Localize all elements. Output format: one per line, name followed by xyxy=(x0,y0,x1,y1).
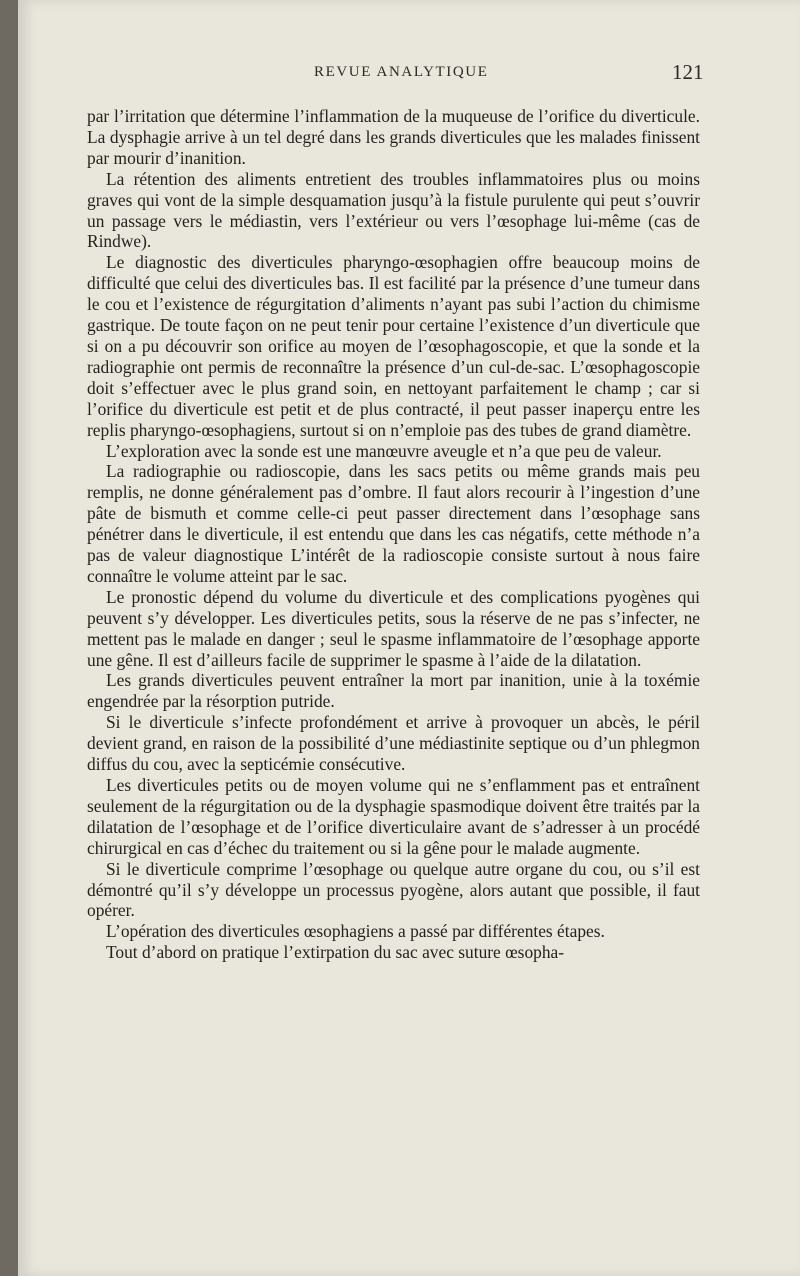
paragraph-extirpation: Tout d’abord on pratique l’extirpation du sac avec suture œsopha- xyxy=(106,942,565,963)
paragraph-grands-diverticules: Les grands diverticules peuvent entraîner la mort par inanition, unie à la toxémie engendrée par la résorption putride. xyxy=(87,670,700,712)
paragraph-traitement: Les diverticules petits ou de moyen volume qui ne s’enflamment pas et entraînent seulement de la régurgitation ou de la dysphagie spasmodique doivent être traités par la dilatation de l’œsophage et de l’orifice diverticulaire avant de s’adresser à un procédé chirurgical en cas d’échec du traitement ou si la gêne pour le malade augmente. xyxy=(87,775,700,858)
paragraph-operation-etapes: L’opération des diverticules œsophagiens a passé par différentes étapes. xyxy=(106,921,605,942)
paragraph-radiographie: La radiographie ou radioscopie, dans les sacs petits ou même grands mais peu remplis, ne donne généralement pas d’ombre. Il faut alors recourir à l’ingestion d’une pâte de bismuth et comme celle-ci peut passer directement dans l’œsophage sans pénétrer dans le diverticule, il est entendu que dans les cas négatifs, cette méthode n’a pas de valeur diagnostique L’intérêt de la radioscopie consiste surtout à nous faire connaître le volume atteint par le sac. xyxy=(87,461,700,586)
paragraph-continuation: par l’irritation que détermine l’inflammation de la muqueuse de l’orifice du diverticule. La dysphagie arrive à un tel degré dans les grands diverticules que les malades finissent par mourir d’inanition. xyxy=(87,106,700,168)
document-page xyxy=(18,0,800,1276)
paragraph-exploration: L’exploration avec la sonde est une manœuvre aveugle et n’a que peu de valeur. xyxy=(106,440,662,461)
paragraph-operer: Si le diverticule comprime l’œsophage ou quelque autre organe du cou, ou s’il est démontré qu’il s’y développe un processus pyogène, alors autant que possible, il faut opérer. xyxy=(87,858,700,921)
paragraph-retention: La rétention des aliments entretient des troubles inflammatoires plus ou moins graves qui vont de la simple desquamation jusqu’à la fistule purulente qui peut s’ouvrir un passage vers le médiastin, vers l’extérieur ou vers l’œsophage lui-même (cas de Rindwe). xyxy=(87,168,700,252)
page-header xyxy=(18,62,800,86)
page-number: 121 xyxy=(672,60,704,84)
paragraph-pronostic: Le pronostic dépend du volume du diverticule et des complications pyogènes qui peuvent s’y développer. Les diverticules petits, sous la réserve de ne pas s’infecter, ne mettent pas le malade en danger ; seul le spasme inflammatoire de l’œsophage apporte une gêne. Il est d’ailleurs facile de supprimer le spasme à l’aide de la dilatation. xyxy=(87,586,700,670)
body-text xyxy=(87,106,700,963)
running-title: REVUE ANALYTIQUE xyxy=(314,64,489,80)
paragraph-infection: Si le diverticule s’infecte profondément et arrive à provoquer un abcès, le péril devient grand, en raison de la possibilité d’une médiastinite septique ou d’un phlegmon diffus du cou, avec la septicémie consécutive. xyxy=(87,712,700,775)
paragraph-diagnostic: Le diagnostic des diverticules pharyngo-œsophagien offre beaucoup moins de difficulté que celui des diverticules bas. Il est facilité par la présence d’une tumeur dans le cou et l’existence de régurgitation d’aliments n’ayant pas subi l’action du chimisme gastrique. De toute façon on ne peut tenir pour certaine l’existence d’un diverticule que si on a pu découvrir son orifice au moyen de l’œsophagoscopie, et que la sonde et la radiographie ont permis de reconnaître la présence d’un cul-de-sac. L’œsophagoscopie doit s’effectuer avec le plus grand soin, en nettoyant parfaitement le champ ; car si l’orifice du diverticule est petit et de plus contracté, il peut passer inaperçu entre les replis pharyngo-œsophagiens, surtout si on n’emploie pas des tubes de grand diamètre. xyxy=(87,252,700,440)
